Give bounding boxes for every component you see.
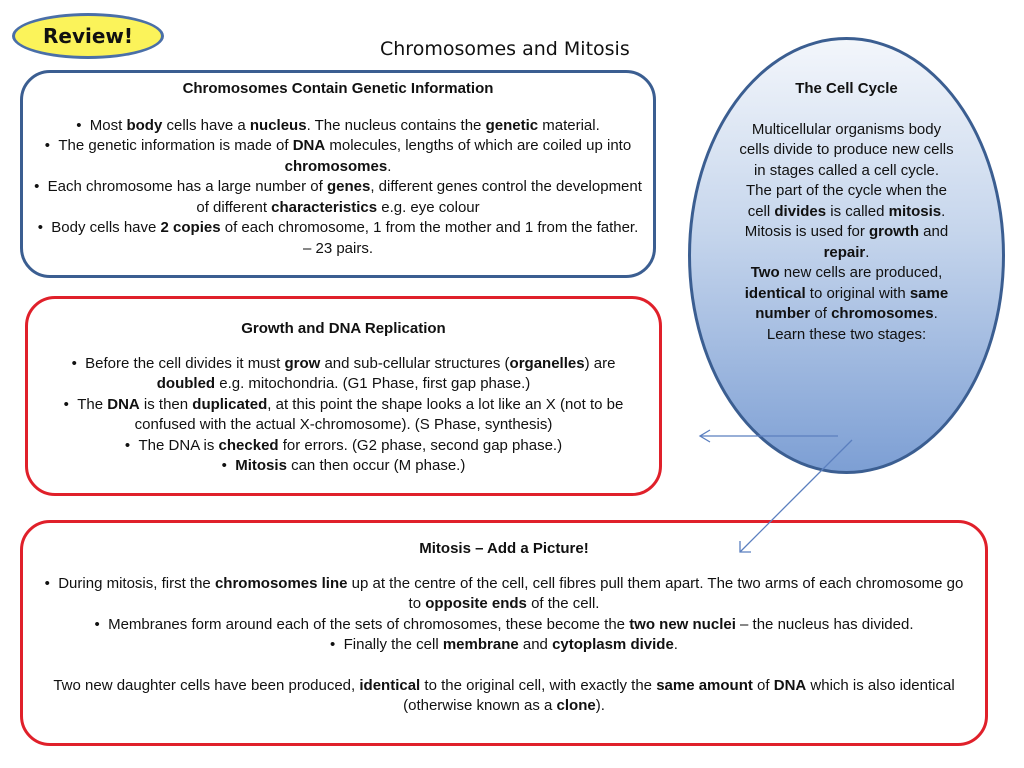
bold-term: same number (755, 284, 949, 322)
text-run: cells have a (162, 116, 250, 134)
text-run: and (919, 223, 949, 240)
text-run: ) are (584, 354, 616, 372)
text-run: to the original cell, with exactly the (420, 676, 657, 694)
text-run: . (941, 202, 946, 220)
text-run: Two new daughter cells have been produced, (53, 676, 360, 694)
text-run: and sub-cellular structures ( (320, 354, 510, 372)
bold-term: genetic (485, 116, 539, 134)
text-run: material. (538, 116, 600, 134)
text-run: can then occur (M phase.) (286, 457, 466, 474)
bold-term: two new nuclei (629, 615, 736, 633)
bold-term: mitosis (888, 202, 942, 220)
cell-cycle-heading: The Cell Cycle (795, 80, 898, 97)
text-run: During mitosis, first the (58, 574, 215, 592)
text-run: Most (89, 116, 127, 134)
text-run: Each chromosome has a large number of (47, 178, 327, 195)
text-run: of the cell. (526, 595, 600, 612)
text-run: Multicellular organisms body cells divide to produce new cells in stages called a cell cycle. (739, 120, 954, 179)
text-run: and (518, 636, 553, 653)
text-run: e.g. mitochondria. (G1 Phase, first gap phase.) (215, 375, 531, 392)
text-run: to original with (805, 284, 910, 302)
text-run: is then (139, 395, 193, 413)
bold-term: 2 copies (160, 219, 221, 236)
bold-term: duplicated (192, 395, 268, 413)
review-badge-label: Review! (42, 24, 134, 48)
text-run: of each chromosome, 1 from the mother and 1 from the father. – 23 pairs. (220, 219, 639, 257)
bold-term: growth (869, 223, 919, 240)
text-run: which is also identical (otherwise known as a (403, 676, 955, 714)
text-run: Membranes form around each of the sets of chromosomes, these become the (108, 615, 630, 633)
text-run: ). (595, 697, 605, 714)
text-run: is called (826, 202, 889, 220)
bold-term: chromosomes line (214, 574, 348, 592)
text-run: of (752, 676, 774, 694)
bold-term: characteristics (271, 198, 378, 216)
bold-term: repair (823, 243, 866, 261)
bold-term: genes (326, 178, 371, 195)
bold-term: nucleus (249, 116, 307, 134)
text-run: Body cells have (51, 219, 161, 236)
text-run: . (673, 636, 678, 653)
bold-term: DNA (107, 395, 140, 413)
text-run: The DNA is (138, 436, 219, 454)
text-run: Before the cell divides it must (85, 354, 285, 372)
bold-term: identical (744, 284, 806, 302)
mitosis-heading: Mitosis – Add a Picture! (419, 540, 589, 557)
bold-term: body (126, 116, 163, 134)
bold-term: DNA (773, 676, 807, 694)
text-run: of (810, 305, 832, 322)
bold-term: checked (218, 436, 279, 454)
bold-term: membrane (442, 636, 519, 653)
text-run: . (865, 243, 870, 261)
text-run: molecules, lengths of which are coiled up into (325, 137, 632, 154)
text-run: Finally the cell (343, 636, 443, 653)
text-run: Learn these two stages: (766, 325, 927, 343)
text-run: The (77, 395, 108, 413)
bold-term: divides (774, 202, 827, 220)
bold-term: Mitosis (235, 457, 287, 474)
page-title: Chromosomes and Mitosis (380, 38, 630, 60)
bold-term: chromosomes (831, 305, 934, 322)
text-run: e.g. eye colour (377, 198, 480, 216)
text-run: for errors. (G2 phase, second gap phase.) (278, 436, 563, 454)
bold-term: opposite ends (425, 595, 527, 612)
bold-term: clone (556, 697, 596, 714)
bold-term: cytoplasm divide (552, 636, 674, 653)
bold-term: grow (284, 354, 321, 372)
text-run: , at this point the shape looks a lot like an X (not to be confused with the actual X-chromosome). (S Phase, synthesis) (134, 395, 624, 433)
text-run: The part of the cycle when the cell (746, 182, 947, 220)
bold-term: identical (359, 676, 421, 694)
bold-term: Two (750, 264, 780, 281)
text-run: , different genes control the development of different (196, 178, 642, 216)
text-run: . (933, 305, 938, 322)
text-run: . The nucleus contains the (306, 116, 486, 134)
text-run: . (387, 157, 392, 175)
bold-term: doubled (156, 375, 216, 392)
chromosomes-info-heading: Chromosomes Contain Genetic Information (182, 80, 494, 97)
bold-term: same amount (656, 676, 753, 694)
growth-replication-heading: Growth and DNA Replication (241, 320, 446, 337)
text-run: – the nucleus has divided. (735, 615, 914, 633)
text-run: The genetic information is made of (58, 137, 293, 154)
bold-term: chromosomes (284, 157, 388, 175)
arrow-to-mitosis-line (740, 440, 852, 552)
bold-term: organelles (509, 354, 585, 372)
text-run: Mitosis is used for (744, 223, 869, 240)
text-run: up at the centre of the cell, cell fibres pull them apart. The two arms of each chromosome go to (347, 574, 964, 612)
bold-term: DNA (292, 137, 326, 154)
text-run: new cells are produced, (779, 264, 943, 281)
